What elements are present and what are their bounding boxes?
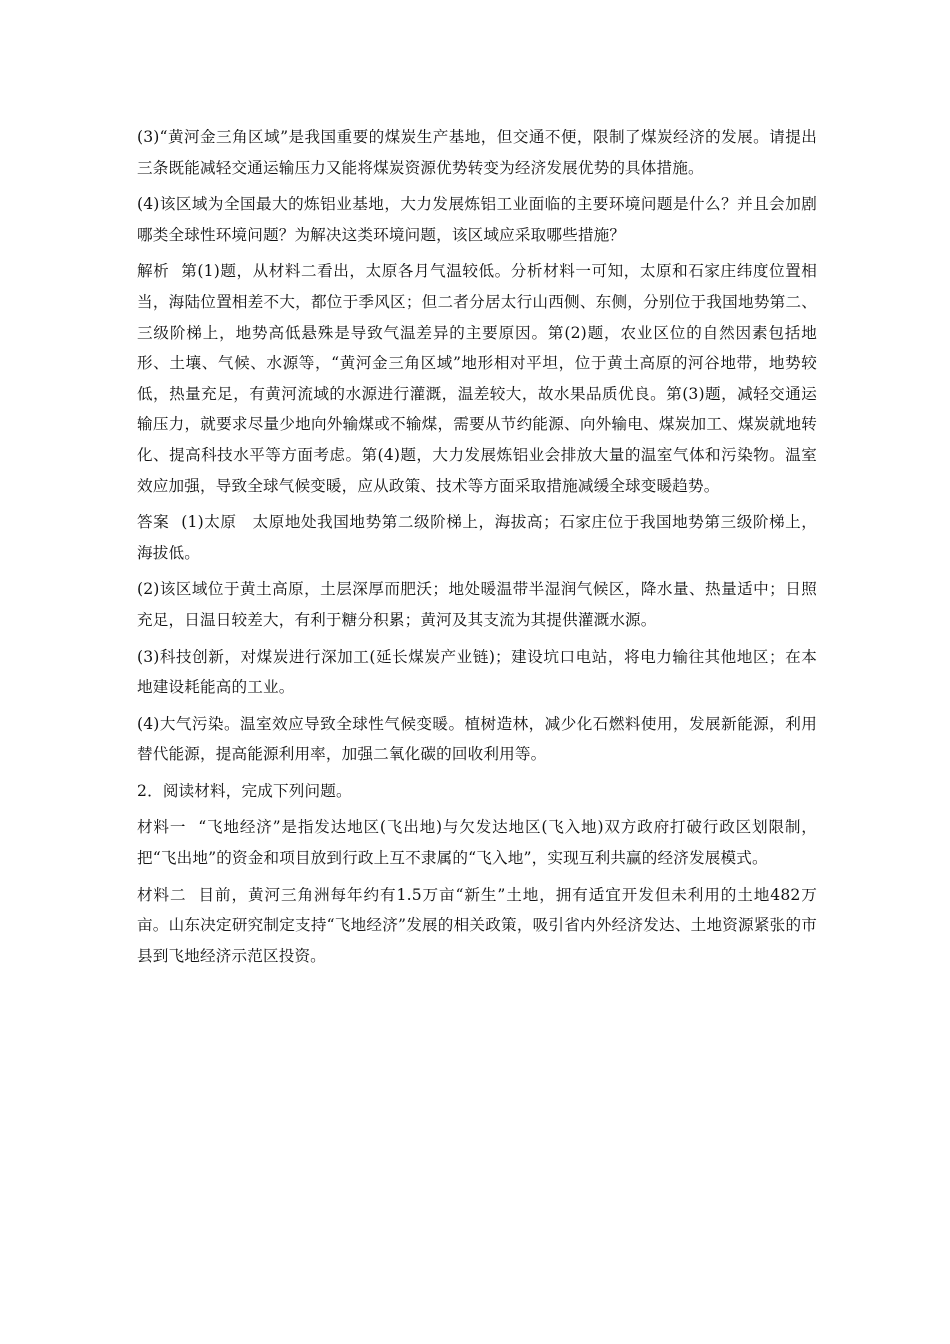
paragraph-text: 第(1)题，从材料二看出，太原各月气温较低。分析材料一可知，太原和石家庄纬度位置相当，海陆位置相差不大，都位于季风区；但二者分居太行山西侧、东侧，分别位于我国地势第二、三级阶梯上，地势高低悬殊是导致气温差异的主要原因。第(2)题，农业区位的自然因素包括地形、土壤、气候、水源等，“黄河金三角区域”地形相对平坦，位于黄土高原的河谷地带，地势较低，热量充足，有黄河流域的水源进行灌溉，温差较大，故水果品质优良。第(3)题，减轻交通运输压力，就要求尽量少地向外输煤或不输煤，需要从节约能源、向外输电、煤炭加工、煤炭就地转化、提高科技水平等方面考虑。第(4)题，大力发展炼铝业会排放大量的温室气体和污染物。温室效应加强，导致全球气候变暖，应从政策、技术等方面采取措施减缓全球变暖趋势。 [137,262,817,495]
paragraph-text: (2)该区域位于黄土高原，土层深厚而肥沃；地处暖温带半湿润气候区，降水量、热量适中；日照充足，日温日较差大，有利于糖分积累；黄河及其支流为其提供灌溉水源。 [137,580,817,629]
paragraph-text: “飞地经济”是指发达地区(飞出地)与欠发达地区(飞入地)双方政府打破行政区划限制，把“飞出地”的资金和项目放到行政上互不隶属的“飞入地”，实现互利共赢的经济发展模式。 [137,818,817,868]
answer-3 [137,642,817,703]
question-2-heading [137,776,817,807]
material-2-label: 材料二 [137,885,187,904]
paragraph-text: 2．阅读材料，完成下列问题。 [137,781,352,800]
question-4 [137,189,817,250]
material-1 [137,812,817,873]
answer-label: 答案 [137,513,170,532]
answer-2 [137,574,817,635]
question-3 [137,122,817,183]
answer-1 [137,507,817,568]
answer-4 [137,709,817,770]
paragraph-text: 目前，黄河三角洲每年约有1.5万亩“新生”土地，拥有适宜开发但未利用的土地482万亩。山东决定研究制定支持“飞地经济”发展的相关政策，吸引省内外经济发达、土地资源紧张的市县到飞地经济示范区投资。 [137,885,817,965]
material-2 [137,880,817,972]
analysis-paragraph [137,256,817,501]
document-page [137,122,817,971]
material-1-label: 材料一 [137,818,187,837]
paragraph-text: (4)大气污染。温室效应导致全球性气候变暖。植树造林，减少化石燃料使用，发展新能源，利用替代能源，提高能源利用率，加强二氧化碳的回收利用等。 [137,714,817,764]
analysis-label: 解析 [137,262,170,281]
paragraph-text: (4)该区域为全国最大的炼铝业基地，大力发展炼铝工业面临的主要环境问题是什么？并且会加剧哪类全球性环境问题？为解决这类环境问题，该区域应采取哪些措施？ [137,195,817,244]
paragraph-text: (3)“黄河金三角区域”是我国重要的煤炭生产基地，但交通不便，限制了煤炭经济的发展。请提出三条既能减轻交通运输压力又能将煤炭资源优势转变为经济发展优势的具体措施。 [137,128,817,177]
paragraph-text: (1)太原 太原地处我国地势第二级阶梯上，海拔高；石家庄位于我国地势第三级阶梯上，海拔低。 [137,513,817,562]
paragraph-text: (3)科技创新，对煤炭进行深加工(延长煤炭产业链)；建设坑口电站，将电力输往其他地区；在本地建设耗能高的工业。 [137,647,817,697]
